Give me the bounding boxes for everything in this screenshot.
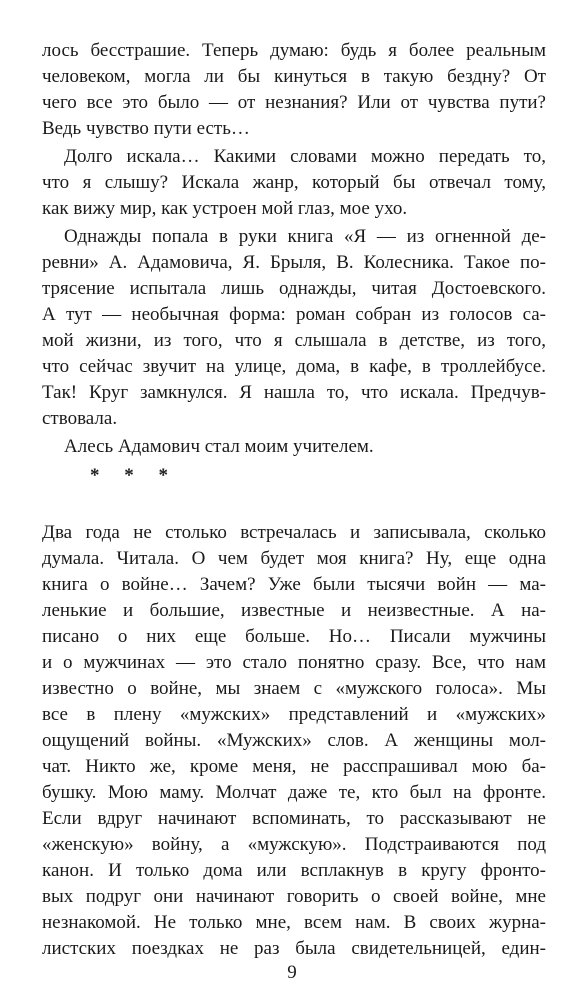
text-line: книга о войне… Зачем? Уже были тысячи войн — ма- xyxy=(42,574,546,595)
text-line: чего все это было — от незнания? Или от чувства пути? xyxy=(42,92,546,113)
text-line: ленькие и большие, известные и неизвестные. А на- xyxy=(42,600,546,621)
text-line: все в плену «мужских» представлений и «мужских» xyxy=(42,704,546,725)
text-line: как вижу мир, как устроен мой глаз, мое ухо. xyxy=(42,198,408,219)
text-line: Долго искала… Какими словами можно передать то, xyxy=(64,146,546,167)
text-line: А тут — необычная форма: роман собран из голосов са- xyxy=(42,304,546,325)
text-line: думала. Читала. О чем будет моя книга? Ну, еще одна xyxy=(42,548,546,569)
text-line: ощущений войны. «Мужских» слов. А женщины мол- xyxy=(42,730,546,751)
text-line: человеком, могла ли бы кинуться в такую бездну? От xyxy=(42,66,546,87)
text-line: чат. Никто же, кроме меня, не расспрашивал мою ба- xyxy=(42,756,546,777)
text-line: незнакомой. Не только мне, всем нам. В своих журна- xyxy=(42,912,546,933)
text-line: Однажды попала в руки книга «Я — из огненной де- xyxy=(64,226,546,247)
text-line: листских поездках не раз была свидетельницей, един- xyxy=(42,938,546,959)
text-line: ревни» А. Адамовича, Я. Брыля, В. Колесника. Такое по- xyxy=(42,252,546,273)
text-line: писано о них еще больше. Но… Писали мужчины xyxy=(42,626,546,647)
page-number: 9 xyxy=(287,962,297,983)
text-line: известно о войне, мы знаем с «мужского голоса». Мы xyxy=(42,678,546,699)
text-line: и о мужчинах — это стало понятно сразу. Все, что нам xyxy=(42,652,546,673)
text-line: ствовала. xyxy=(42,408,118,429)
text-line: трясение испытала лишь однажды, читая Достоевского. xyxy=(42,278,546,299)
text-line: бушку. Мою маму. Молчат даже те, кто был на фронте. xyxy=(42,782,546,803)
text-line: «женскую» войну, а «мужскую». Подстраиваются под xyxy=(42,834,546,855)
text-line: вых подруг они начинают говорить о своей войне, мне xyxy=(42,886,546,907)
text-line: что сейчас звучит на улице, дома, в кафе, в троллейбусе. xyxy=(42,356,546,377)
text-line: лось бесстрашие. Теперь думаю: будь я более реальным xyxy=(42,40,546,61)
text-line: Ведь чувство пути есть… xyxy=(42,118,250,139)
text-line: Если вдруг начинают вспоминать, то рассказывают не xyxy=(42,808,546,829)
text-line: Алесь Адамович стал моим учителем. xyxy=(64,436,374,457)
text-line: канон. И только дома или всплакнув в кругу фронто- xyxy=(42,860,546,881)
text-line: Два года не столько встречалась и записывала, сколько xyxy=(42,522,546,543)
text-line: Так! Круг замкнулся. Я нашла то, что искала. Предчув- xyxy=(42,382,546,403)
text-line: что я слышу? Искала жанр, который бы отвечал тому, xyxy=(42,172,546,193)
text-line: мой жизни, из того, что я слышала в детстве, из того, xyxy=(42,330,546,351)
section-separator: * * * xyxy=(90,465,178,486)
